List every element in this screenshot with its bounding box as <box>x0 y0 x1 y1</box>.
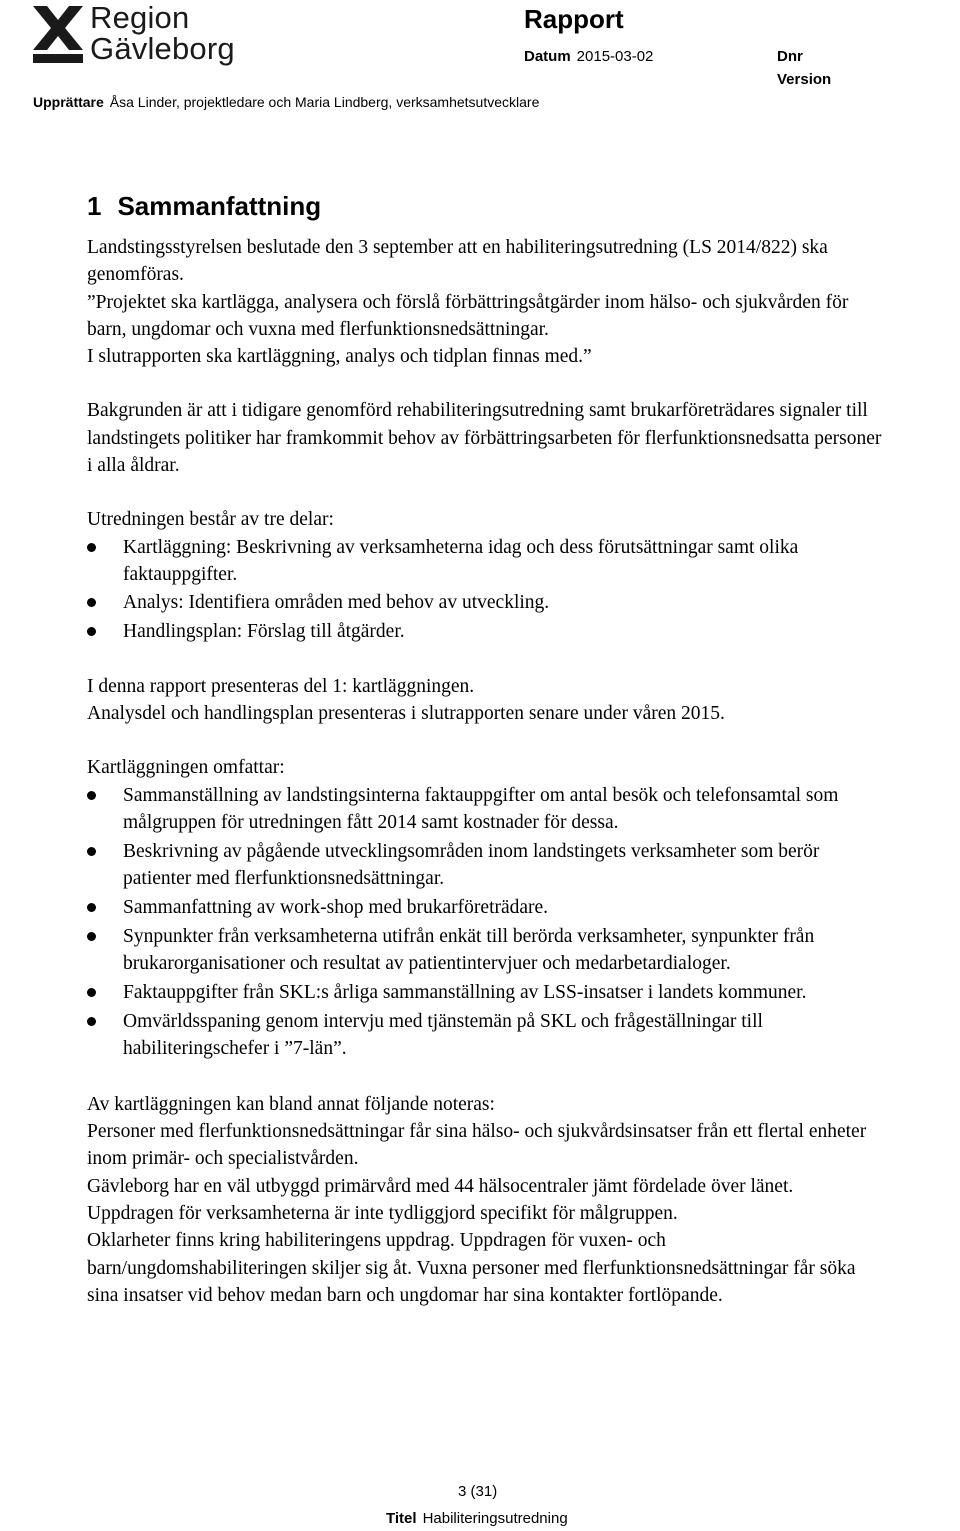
list-item: Faktauppgifter från SKL:s årliga sammanställning av LSS-insatser i landets kommuner. <box>87 979 887 1006</box>
report-rest-text: Analysdel och handlingsplan presenteras i slutrapporten senare under våren 2015. <box>87 703 725 725</box>
version-label: Version <box>777 71 832 88</box>
document-type: Rapport <box>524 4 624 34</box>
findings-paragraph: Gävleborg har en väl utbyggd primärvård med 44 hälsocentraler jämt fördelade över länet. <box>87 1175 794 1197</box>
section-heading <box>87 190 887 222</box>
logo-text-gavleborg: Gävleborg <box>90 31 235 66</box>
list-item: Handlingsplan: Förslag till åtgärder. <box>87 618 887 645</box>
parts-intro: Utredningen består av tre delar: <box>87 509 334 531</box>
list-item: Analys: Identifiera områden med behov av utveckling. <box>87 589 887 616</box>
logo-text-region: Region <box>90 0 190 35</box>
list-item: Synpunkter från verksamheterna utifrån enkät till berörda verksamheter, synpunkter från brukarorganisationer och resultat av patientintervjuer och medarbetardialoger. <box>87 923 887 978</box>
list-item: Sammanställning av landstingsinterna faktauppgifter om antal besök och telefonsamtal som målgruppen för utredningen fått 2014 samt kostnader för dessa. <box>87 782 887 837</box>
list-item: Omvärldsspaning genom intervju med tjänstemän på SKL och frågeställningar till habiliteringschefer i ”7-län”. <box>87 1008 887 1063</box>
region-gavleborg-logo <box>33 2 248 68</box>
footer-title-label: Titel <box>386 1510 417 1527</box>
findings-intro: Av kartläggningen kan bland annat följande noteras: <box>87 1093 495 1115</box>
findings-paragraph: Oklarheter finns kring habiliteringens uppdrag. Uppdragen för vuxen- och barn/ungdomshabiliteringen skiljer sig åt. Vuxna personer med flerfunktionsnedsättningar får söka sina insatser vid behov medan barn och ungdomar har sina kontakter fortlöpande. <box>87 1230 856 1306</box>
mapping-intro: Kartläggningen omfattar: <box>87 757 285 779</box>
date-row <box>524 48 653 65</box>
footer-title <box>386 1510 568 1527</box>
report-part-text: I denna rapport presenteras del 1: kartläggningen. <box>87 675 475 697</box>
section-number: 1 <box>87 191 102 221</box>
intro-paragraph-3: I slutrapporten ska kartläggning, analys och tidplan finnas med.” <box>87 346 592 368</box>
list-item: Kartläggning: Beskrivning av verksamheterna idag och dess förutsättningar samt olika faktauppgifter. <box>87 534 887 589</box>
findings-paragraph: Personer med flerfunktionsnedsättningar får sina hälso- och sjukvårdsinsatser från ett flertal enheter inom primär- och specialistvården. <box>87 1121 867 1170</box>
document-body <box>87 190 887 1309</box>
findings-paragraph: Uppdragen för verksamheterna är inte tydliggjord specifikt för målgruppen. <box>87 1202 678 1224</box>
list-item: Sammanfattning av work-shop med brukarföreträdare. <box>87 894 887 921</box>
date-label: Datum <box>524 48 571 65</box>
logo-mark-icon <box>33 6 83 64</box>
page-number: 3 (31) <box>458 1483 498 1500</box>
background-paragraph: Bakgrunden är att i tidigare genomförd rehabiliteringsutredning samt brukarföreträdares signaler till landstingets politiker har framkommit behov av förbättringsarbeten för flerfunktionsnedsatta personer i alla åldrar. <box>87 400 882 477</box>
dnr-label: Dnr <box>777 48 803 65</box>
author-label: Upprättare <box>33 94 104 110</box>
date-value: 2015-03-02 <box>576 48 654 65</box>
footer-title-value: Habiliteringsutredning <box>422 1510 568 1527</box>
section-title: Sammanfattning <box>117 191 322 221</box>
intro-paragraph-2: ”Projektet ska kartlägga, analysera och förslå förbättringsåtgärder inom hälso- och sjukvården för barn, ungdomar och vuxna med flerfunktionsnedsättningar. <box>87 291 849 340</box>
intro-paragraph-1: Landstingsstyrelsen beslutade den 3 september att en habiliteringsutredning (LS 2014/822) ska genomföras. <box>87 237 828 286</box>
author-row <box>33 94 539 110</box>
parts-list <box>87 534 887 645</box>
list-item: Beskrivning av pågående utvecklingsområden inom landstingets verksamheter som berör patienter med flerfunktionsnedsättningar. <box>87 838 887 893</box>
author-value: Åsa Linder, projektledare och Maria Lindberg, verksamhetsutvecklare <box>109 94 540 110</box>
mapping-list <box>87 782 887 1062</box>
